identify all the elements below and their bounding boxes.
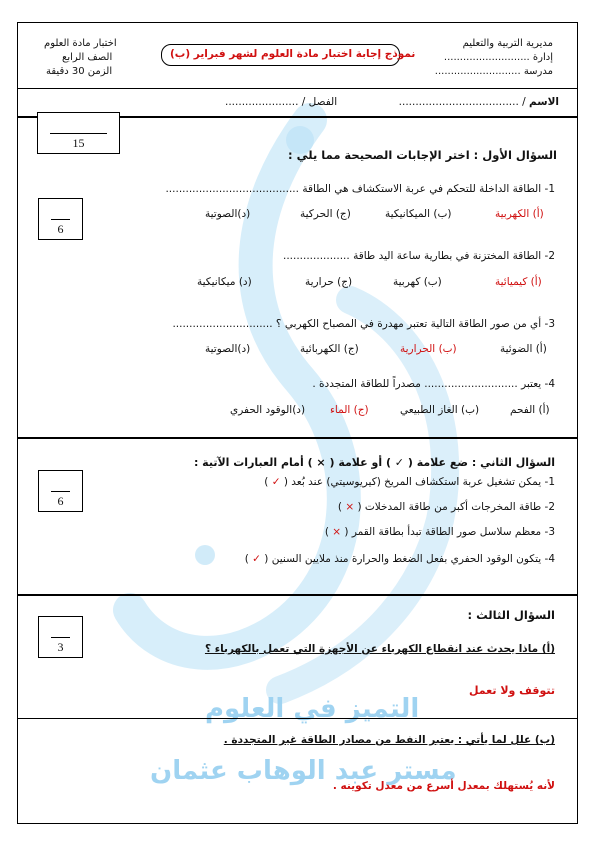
- q2-score: 6: [57, 494, 64, 508]
- q1-2-option-c: (ج) حرارية: [305, 276, 353, 288]
- q1-1-option-d: (د)الصوتية: [205, 208, 251, 220]
- q1-4-option-d: (د)الوقود الحفري: [230, 404, 306, 416]
- q1-4-option-a: (أ) الفحم: [510, 404, 550, 416]
- name-field: الاسم / ....................................: [398, 96, 559, 108]
- q2-item-2: 2- طاقة المخرجات أكبر من طاقة المدخلات ( × ): [337, 501, 555, 513]
- q1-score-box: [38, 198, 83, 240]
- divider: [17, 88, 578, 89]
- class-field: الفصل / ......................: [225, 96, 338, 108]
- header-directorate: مديرية التربية والتعليم: [462, 38, 553, 49]
- q1-4-option-c: (ج) الماء: [330, 404, 369, 416]
- divider: [17, 437, 578, 439]
- q3-score: 3: [57, 640, 64, 654]
- cross-icon: ×: [332, 526, 342, 538]
- cross-icon: ×: [345, 501, 355, 513]
- q1-item-1: 1- الطاقة الداخلة للتحكم في عربة الاستكشاف هي الطاقة ........................................: [165, 183, 555, 195]
- q3-score-box: [38, 616, 83, 658]
- watermark-text-2: مستر عبد الوهاب عثمان: [150, 756, 457, 786]
- q1-item-4: 4- يعتبر ............................ مصدراً للطاقة المتجددة .: [312, 378, 555, 390]
- q3-b-question: (ب) علل لما يأتي : يعتبر النفط من مصادر الطاقة غير المتجددة .: [223, 734, 555, 746]
- q1-2-option-a: (أ) كيميائية: [495, 276, 542, 288]
- q3-title: السؤال الثالث :: [467, 608, 555, 622]
- q1-item-3: 3- أي من صور الطاقة التالية تعتبر مهدرة في المصباح الكهربي ؟ ..............................: [172, 318, 555, 330]
- divider: [17, 594, 578, 596]
- q2-item-4: 4- يتكون الوقود الحفري بفعل الضغط والحرارة منذ ملايين السنين ( ✓ ): [244, 553, 555, 565]
- q2-item-1: 1- يمكن تشغيل عربة استكشاف المريخ (كيريوسيتي) عند بُعد ( ✓ ): [264, 476, 555, 488]
- q1-2-option-d: (د) ميكانيكية: [197, 276, 252, 288]
- q3-a-question: (أ) ماذا يحدث عند انقطاع الكهرباء عن الأجهزة التي تعمل بالكهرباء ؟: [204, 643, 555, 655]
- header-school: مدرسة ...........................: [434, 66, 553, 77]
- q1-1-option-a: (أ) الكهربية: [495, 208, 544, 220]
- header-title: نموذج إجابة اختبار مادة العلوم لشهر فبراير (ب): [170, 48, 416, 60]
- total-score: 15: [72, 136, 85, 150]
- watermark-text-1: التميز في العلوم: [205, 694, 420, 724]
- q1-title: السؤال الأول : اختر الإجابات الصحيحة مما يلي :: [288, 148, 557, 162]
- q1-3-option-a: (أ) الضوئية: [500, 343, 547, 355]
- header-administration: إدارة ...........................: [443, 52, 553, 63]
- q1-2-option-b: (ب) كهربية: [393, 276, 442, 288]
- header-time: الزمن 30 دقيقة: [46, 66, 113, 77]
- q1-3-option-c: (ج) الكهربائية: [300, 343, 359, 355]
- q1-4-option-b: (ب) الغاز الطبيعي: [400, 404, 480, 416]
- q2-score-box: [38, 470, 83, 512]
- q1-item-2: 2- الطاقة المختزنة في بطارية ساعة اليد طاقة ....................: [282, 250, 555, 262]
- q3-b-answer: لأنه يُستهلك بمعدل أسرع من معدل تكوينه .: [332, 780, 555, 792]
- header-exam-subject: اختبار مادة العلوم: [44, 38, 117, 49]
- check-icon: ✓: [271, 476, 281, 488]
- header-grade: الصف الرابع: [62, 52, 113, 63]
- divider: [17, 718, 578, 719]
- q1-1-option-c: (ج) الحركية: [300, 208, 351, 220]
- q1-1-option-b: (ب) الميكانيكية: [385, 208, 452, 220]
- total-score-box: [37, 112, 120, 154]
- q1-3-option-b: (ب) الحرارية: [400, 343, 457, 355]
- q2-title: السؤال الثاني : ضع علامة ( ✓ ) أو علامة ( × ) أمام العبارات الآتية :: [193, 456, 555, 469]
- q2-item-3: 3- معظم سلاسل صور الطاقة تبدأ بطاقة القمر ( × ): [324, 526, 555, 538]
- check-icon: ✓: [252, 553, 261, 565]
- q1-score: 6: [57, 222, 64, 236]
- q3-a-answer: تتوقف ولا تعمل: [468, 684, 555, 697]
- q1-3-option-d: (د)الصوتية: [205, 343, 251, 355]
